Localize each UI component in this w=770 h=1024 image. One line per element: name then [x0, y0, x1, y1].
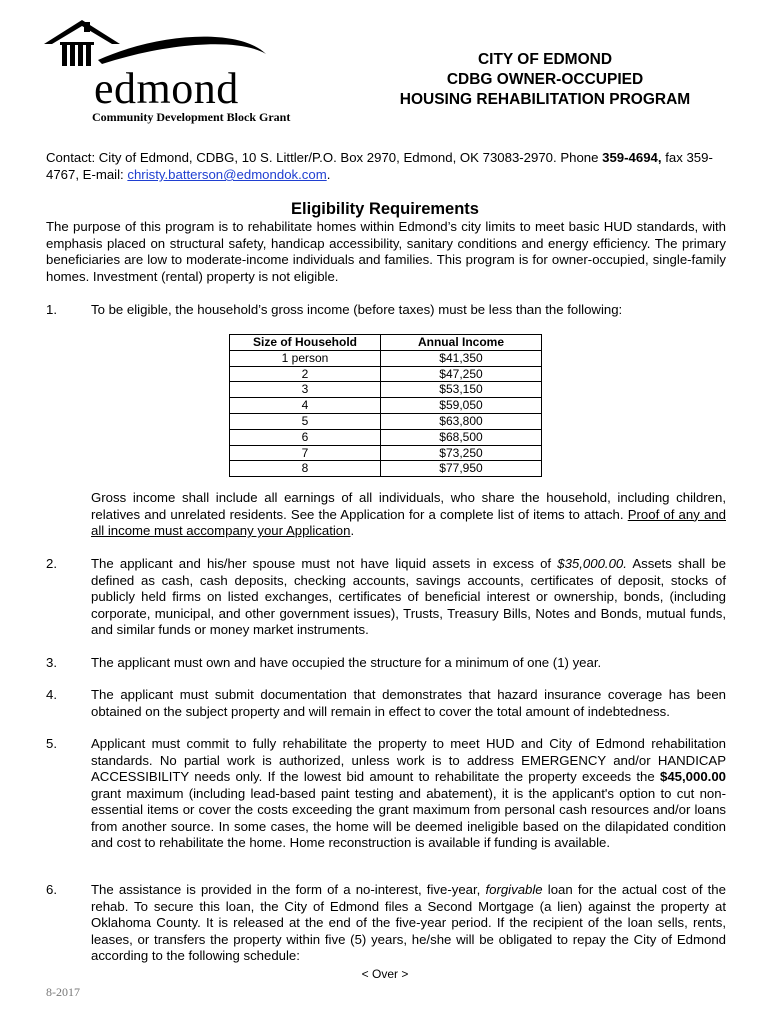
income-limit: $53,150 [381, 382, 542, 398]
item-text: To be eligible, the household’s gross income (before taxes) must be less than the following: [91, 302, 623, 317]
table-row [230, 413, 542, 429]
item-text [91, 882, 726, 965]
title-line-3: HOUSING REHABILITATION PROGRAM [399, 91, 691, 108]
contact-email-link[interactable]: christy.batterson@edmondok.com [127, 167, 327, 182]
rehab-pre: Applicant must commit to fully rehabilitate the property to meet HUD and City of Edmond rehabilitation standards. No partial work is authorized, unless work is to address EMERGENCY and/or HANDICAP ACCESSIBILITY needs only. If the lowest bid amount to rehabilitate the property exceeds the [91, 736, 726, 784]
income-limit: $68,500 [381, 429, 542, 445]
income-note [46, 490, 726, 540]
assets-post: Assets shall be defined as cash, cash deposits, checking accounts, savings accounts, certificates of deposit, stocks of publicly held firms on listed exchanges, certificates of beneficial interest or ownership, bonds, (including corporate, municipal, and other government issues), Trusts, Treasury Bills, Notes and Bonds, mutual funds, and similar funds or money market instruments. [91, 556, 726, 637]
requirement-1 [46, 302, 726, 319]
loan-pre: The assistance is provided in the form of a no-interest, five-year, [91, 882, 486, 897]
contact-phone: 359-4694, [602, 150, 662, 165]
table-row [230, 445, 542, 461]
requirement-4 [46, 687, 726, 720]
table-row [230, 398, 542, 414]
household-size: 1 person [230, 350, 381, 366]
income-proof-note: Proof of any and all income must accompany your Application [91, 506, 726, 538]
item-number: 1. [46, 302, 57, 317]
item-text [91, 556, 726, 639]
table-header-row [230, 335, 542, 351]
table-row [230, 429, 542, 445]
income-limits-table [229, 334, 542, 477]
title-line-1: CITY OF EDMOND [477, 51, 613, 68]
income-limit: $47,250 [381, 366, 542, 382]
income-limit: $73,250 [381, 445, 542, 461]
income-note-main: Gross income shall include all earnings of all individuals, who share the household, including children, relatives and unrelated residents. See the Application for a complete list of items to attach. [91, 490, 726, 522]
section-heading: Eligibility Requirements [291, 200, 479, 218]
contact-suffix: . [326, 167, 331, 182]
grant-maximum: $45,000.00 [659, 769, 726, 784]
requirement-5 [46, 736, 726, 852]
table-row [230, 350, 542, 366]
income-note-text [91, 490, 726, 540]
household-size: 6 [230, 429, 381, 445]
contact-prefix: Contact: City of Edmond, CDBG, 10 S. Littler/P.O. Box 2970, Edmond, OK 73083-2970. Phone [46, 150, 603, 165]
column-header: Annual Income [381, 335, 542, 351]
edmond-cdbg-logo [40, 14, 300, 124]
requirement-6 [46, 882, 726, 965]
household-size: 3 [230, 382, 381, 398]
income-limit: $77,950 [381, 461, 542, 477]
requirement-2 [46, 556, 726, 639]
table-row [230, 461, 542, 477]
logo-wordmark: edmond [94, 64, 239, 113]
contact-info [46, 149, 726, 183]
logo-subtitle: Community Development Block Grant [92, 110, 291, 124]
item-number: 5. [46, 736, 57, 751]
table-row [230, 366, 542, 382]
title-line-2: CDBG OWNER-OCCUPIED [446, 71, 644, 88]
assets-limit: $35,000.00. [557, 556, 627, 571]
page-over-indicator: < Over > [361, 967, 409, 981]
requirement-3 [46, 655, 726, 672]
household-size: 2 [230, 366, 381, 382]
income-limit: $63,800 [381, 413, 542, 429]
item-text [91, 736, 726, 852]
item-number: 3. [46, 655, 57, 670]
rehab-post: grant maximum (including lead-based paint testing and abatement), it is the applicant's option to cut non-essential items or cover the costs exceeding the grant maximum from personal cash resources and/or loans from another source. In some cases, the home will be deemed ineligible based on the dilapidated condition and cost to rehabilitate the home. Home reconstruction is available if funding is available. [91, 785, 726, 850]
item-text: The applicant must own and have occupied the structure for a minimum of one (1) year. [91, 655, 602, 670]
intro-paragraph: The purpose of this program is to rehabilitate homes within Edmond’s city limits to meet basic HUD standards, with emphasis placed on structural safety, handicap accessibility, sanitary conditions and energy efficiency. The primary beneficiaries are low to moderate-income individuals and families. This program is for owner-occupied, single-family homes. Investment (rental) property is not eligible. [46, 219, 726, 284]
income-note-end: . [350, 523, 355, 538]
item-number: 2. [46, 556, 57, 571]
household-size: 7 [230, 445, 381, 461]
loan-post: loan for the actual cost of the rehab. To secure this loan, the City of Edmond files a Second Mortgage (a lien) against the property at Oklahoma County. It is released at the end of the five-year period. If the recipient of the loan sells, rents, leases, or transfers the property within five (5) years, he/she will be obligated to repay the City of Edmond according to the following schedule: [91, 882, 726, 963]
item-number: 6. [46, 882, 57, 897]
income-limit: $41,350 [381, 350, 542, 366]
household-size: 5 [230, 413, 381, 429]
document-title [370, 50, 720, 110]
table-row [230, 382, 542, 398]
household-size: 8 [230, 461, 381, 477]
household-size: 4 [230, 398, 381, 414]
contact-mid: fax 359-4767, E-mail: [46, 150, 713, 182]
income-limit: $59,050 [381, 398, 542, 414]
item-number: 4. [46, 687, 57, 702]
column-header: Size of Household [230, 335, 381, 351]
revision-date: 8-2017 [46, 985, 80, 999]
assets-pre: The applicant and his/her spouse must not have liquid assets in excess of [91, 556, 558, 571]
item-text: The applicant must submit documentation that demonstrates that hazard insurance coverage has been obtained on the subject property and will remain in effect to cover the total amount of indebtedness. [91, 687, 726, 719]
loan-forgivable: forgivable [485, 882, 543, 897]
